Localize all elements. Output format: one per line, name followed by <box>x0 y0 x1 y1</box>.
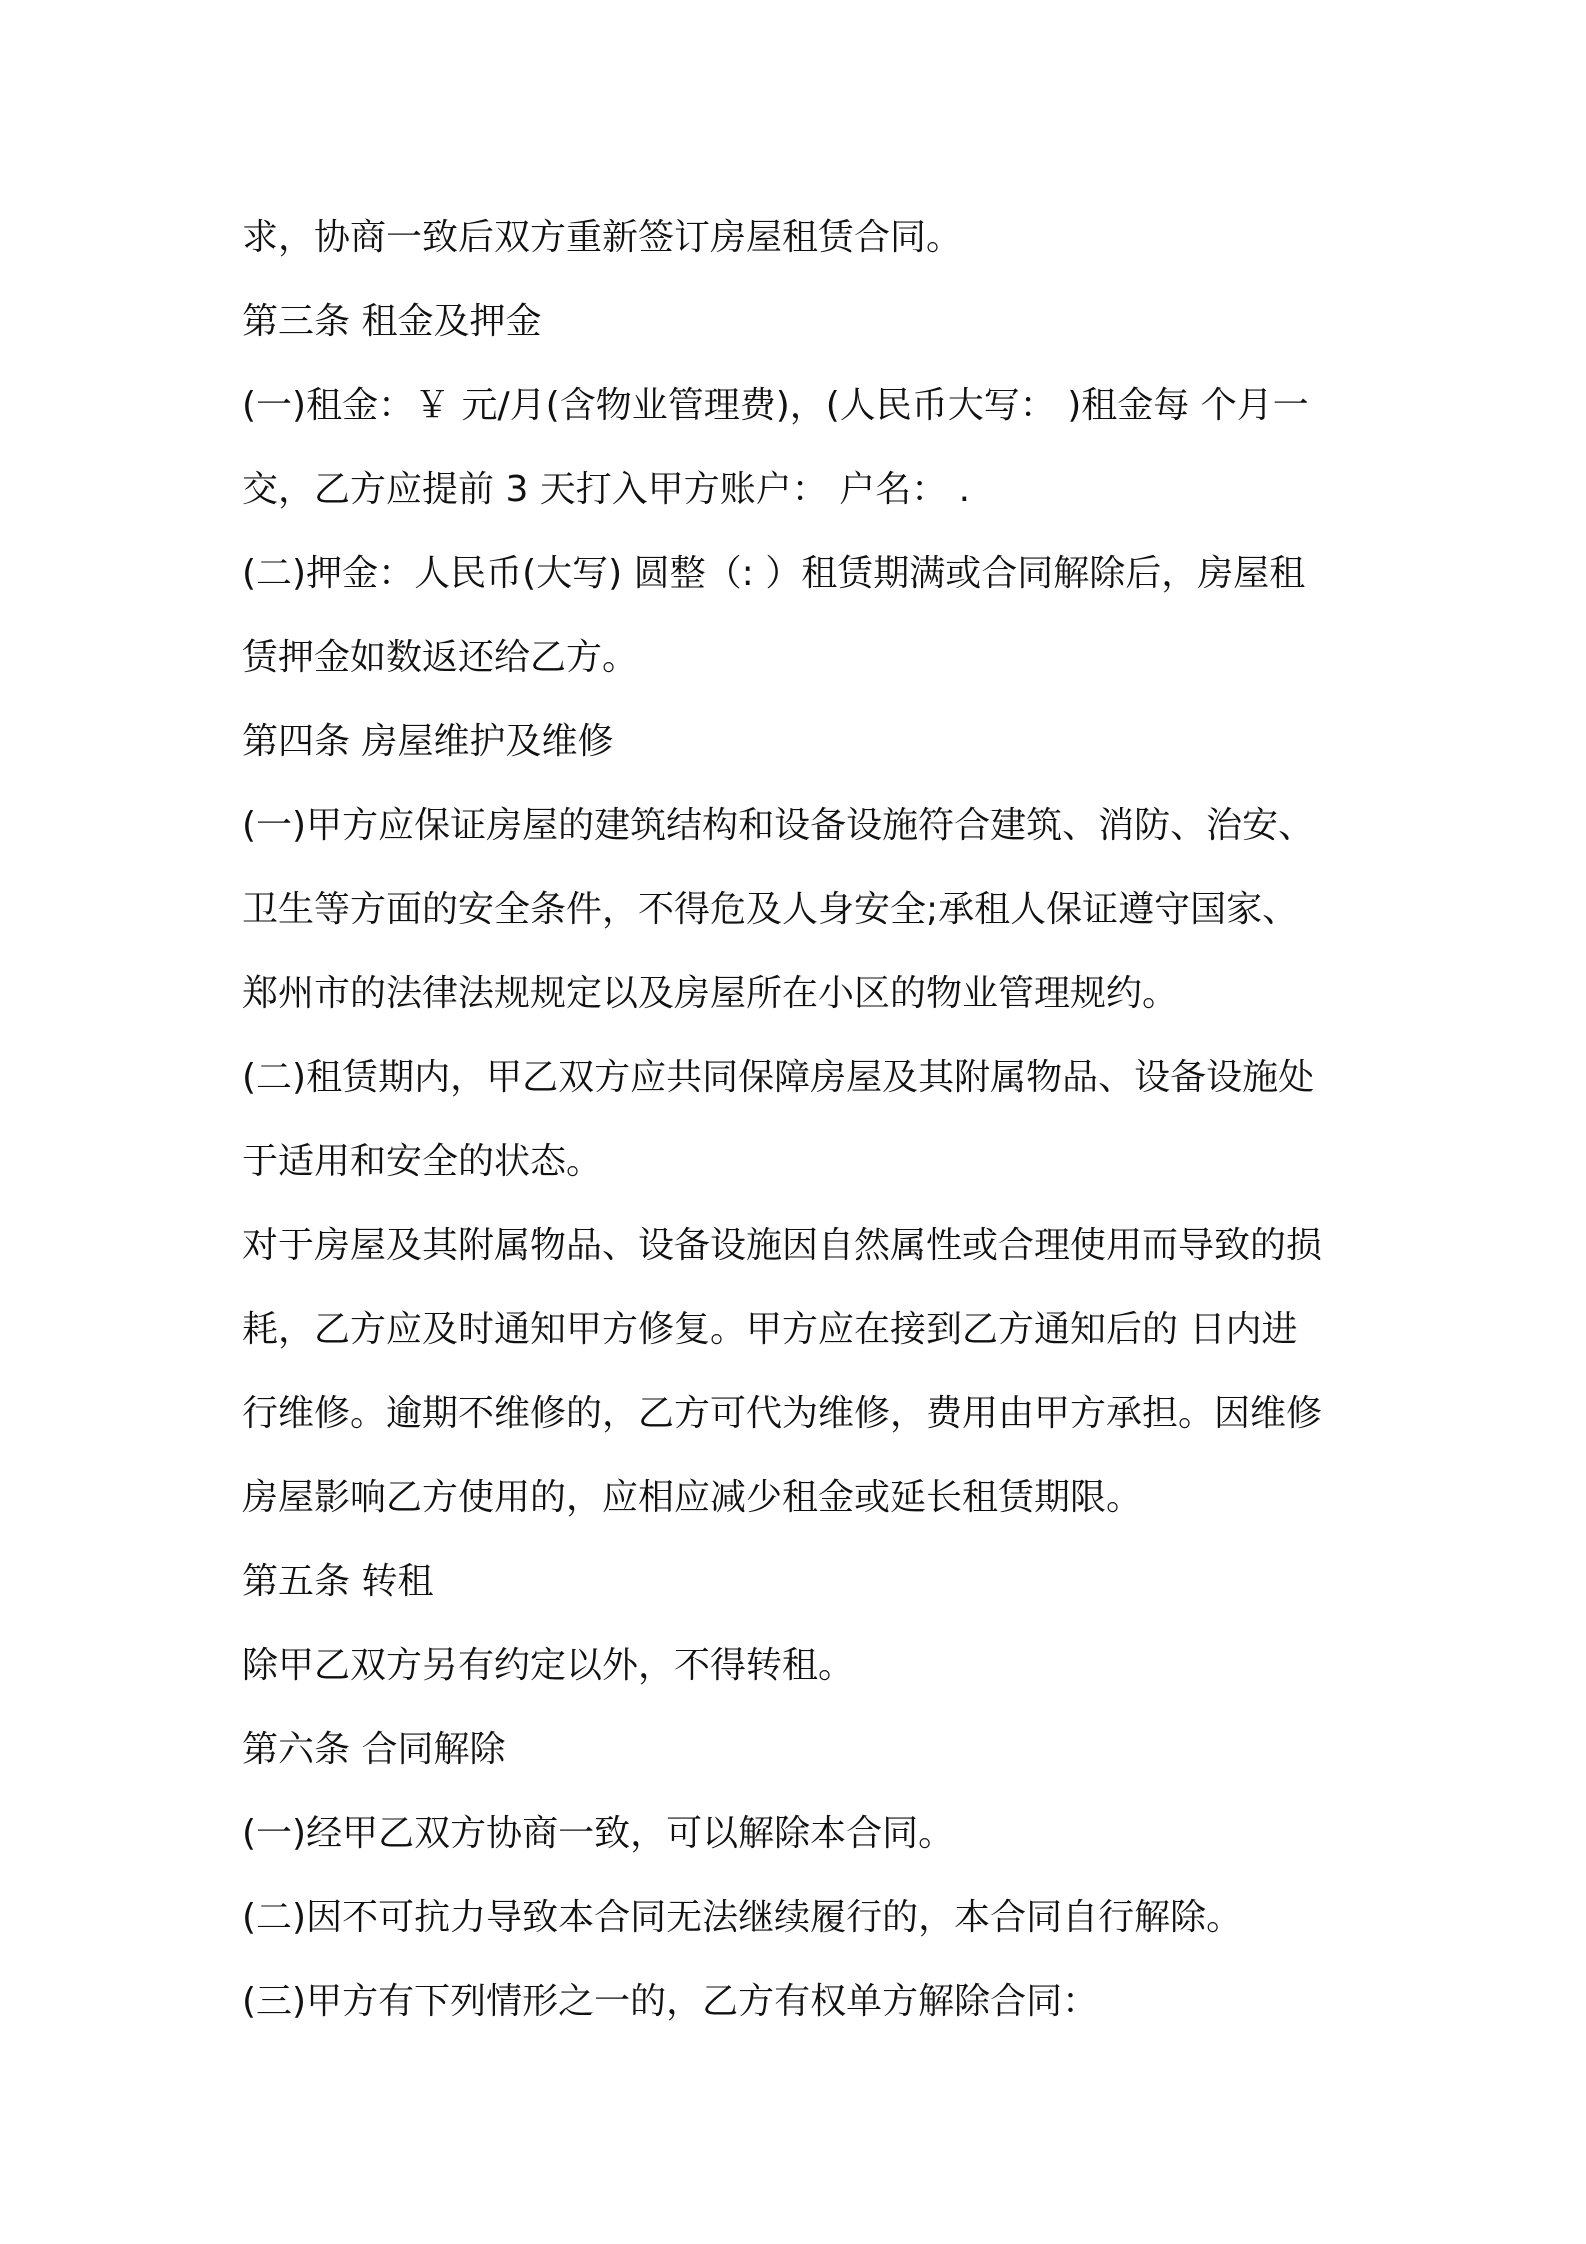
text-line: (一)租金：￥ 元/月(含物业管理费)，(人民币大写： )租金每 个月一 <box>242 385 1309 426</box>
text-line: 交，乙方应提前 3 天打入甲方账户： 户名： . <box>242 469 971 510</box>
text-line: (一)甲方应保证房屋的建筑结构和设备设施符合建筑、消防、治安、 <box>242 805 1315 846</box>
text-line: 求，协商一致后双方重新签订房屋租赁合同。 <box>242 217 963 258</box>
article-heading: 第六条 合同解除 <box>242 1729 506 1770</box>
text-line: 耗，乙方应及时通知甲方修复。甲方应在接到乙方通知后的 日内进 <box>242 1309 1298 1350</box>
text-line: (二)租赁期内，甲乙双方应共同保障房屋及其附属物品、设备设施处 <box>242 1057 1315 1098</box>
text-line: 郑州市的法律法规规定以及房屋所在小区的物业管理规约。 <box>242 973 1179 1014</box>
article-heading: 第四条 房屋维护及维修 <box>242 721 614 762</box>
article-heading: 第五条 转租 <box>242 1561 434 1602</box>
text-line: 赁押金如数返还给乙方。 <box>242 637 639 678</box>
text-line: 房屋影响乙方使用的，应相应减少租金或延长租赁期限。 <box>242 1477 1143 1518</box>
article-heading: 第三条 租金及押金 <box>242 301 542 342</box>
text-line: (一)经甲乙双方协商一致，可以解除本合同。 <box>242 1813 955 1854</box>
text-line: 除甲乙双方另有约定以外，不得转租。 <box>242 1645 855 1686</box>
text-line: (三)甲方有下列情形之一的，乙方有权单方解除合同： <box>242 1981 1099 2022</box>
text-line: 行维修。逾期不维修的，乙方可代为维修，费用由甲方承担。因维修 <box>242 1393 1323 1434</box>
document-body <box>242 196 1362 2044</box>
text-line: 对于房屋及其附属物品、设备设施因自然属性或合理使用而导致的损 <box>242 1225 1323 1266</box>
text-line: 卫生等方面的安全条件，不得危及人身安全;承租人保证遵守国家、 <box>242 889 1299 930</box>
text-line: (二)因不可抗力导致本合同无法继续履行的，本合同自行解除。 <box>242 1897 1243 1938</box>
text-line: 于适用和安全的状态。 <box>242 1141 603 1182</box>
text-line: (二)押金：人民币(大写) 圆整（: ）租赁期满或合同解除后，房屋租 <box>242 553 1306 594</box>
